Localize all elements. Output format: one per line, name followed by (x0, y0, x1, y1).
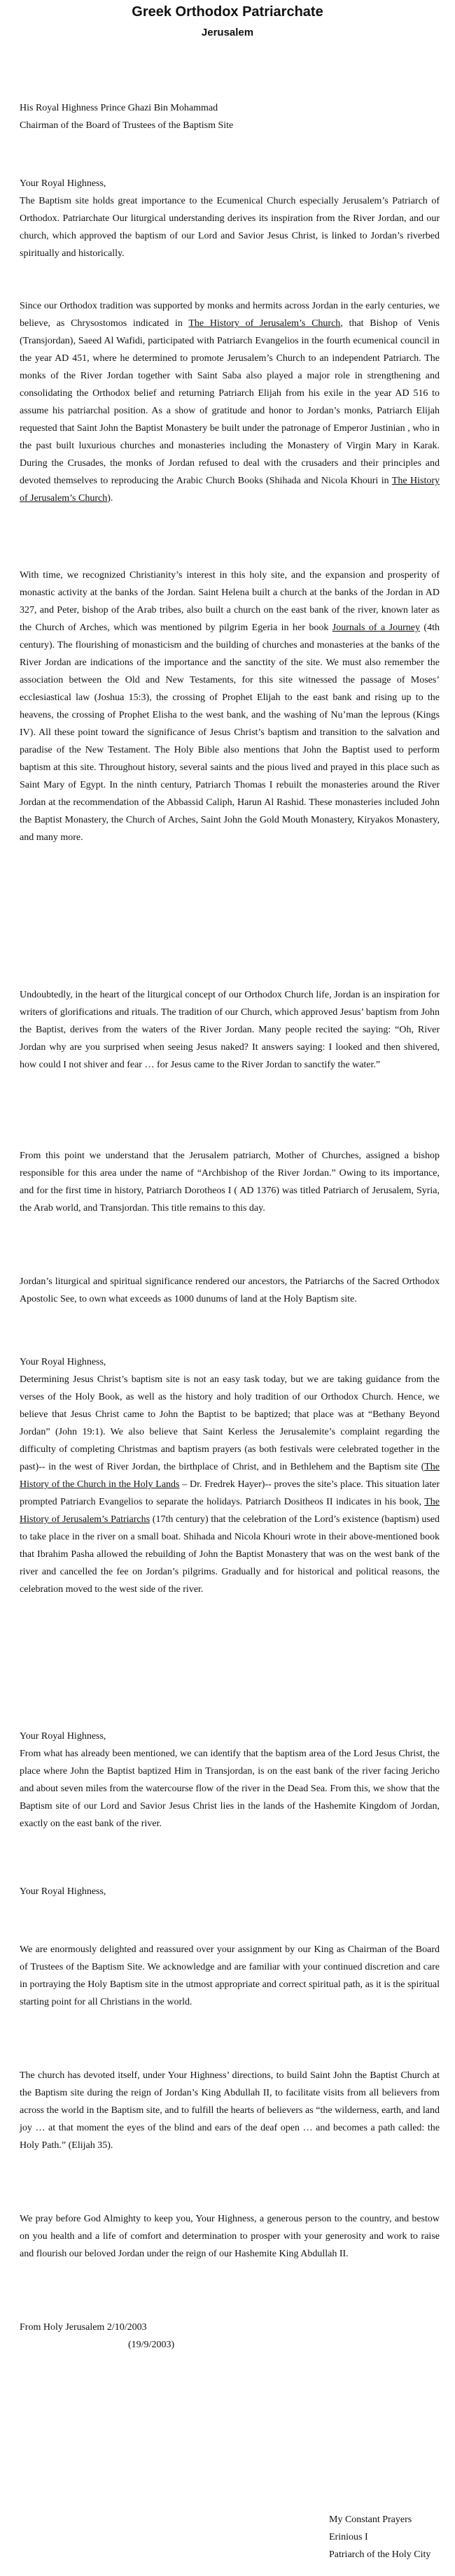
paragraph-3 (20, 567, 440, 846)
paragraph-8: From what has already been mentioned, we can identify that the baptism area of the Lord Jesus Christ, the place where John the Baptist baptized Him in Transjordan, is on the east bank of the river facing Jericho and about seven miles from the watercourse flow of the river in the Dead Sea. From this, we show that the Baptism site of our Lord and Savior Jesus Christ lies in the lands of the Hashemite Kingdom of Jordan, exactly on the east bank of the river. (20, 1749, 440, 1829)
addressee (20, 99, 440, 134)
paragraph-10: The church has devoted itself, under Your Highness’ directions, to build Saint John the Baptist Church at the Baptism site during the reign of Jordan’s King Abdullah II, to facilitate visits from all believers from across the world in the Baptism site, and to fulfill the hearts of believers as “the wilderness, earth, and land joy … at that moment the eyes of the blind and ears of the deaf open … and becomes a path called: the Holy Path.” (Elijah 35). (20, 2070, 440, 2151)
book-reference: Journals of a Journey (332, 622, 420, 633)
paragraph-3-text: (4th century). The flourishing of monasticism and the building of churches and monasteries at the banks of the River Jordan are indications of the importance and the sanctity of the site. We must also remember the association between the Old and New Testaments, for this site witnessed the passage of Moses’ ecclesiastical law (Joshua 15:3), the crossing of Prophet Elijah to the east bank and rising up to the heavens, the crossing of Prophet Elisha to the west bank, and the washing of Nu’man the leprous (Kings IV). All these point toward the significance of Jesus Christ’s baptism and transition to the salvation and paradise of the New Testament. The Holy Bible also mentions that John the Baptist used to perform baptism at this site. Throughout history, several saints and the pious lived and prayed in this place such as Saint Mary of Egypt. In the ninth century, Patriarch Thomas I rebuilt the monasteries around the River Jordan at the recommendation of the Abbassid Caliph, Harun Al Rashid. These monasteries included John the Baptist Monastery, the Church of Arches, Saint John the Gold Mouth Monastery, Kiryakos Monastery, and many more. (20, 622, 440, 843)
paragraph-2 (20, 297, 440, 507)
book-reference: The History of Jerusalem’s Church (188, 318, 341, 329)
paragraph-7 (20, 1371, 440, 1598)
letterhead-title: Greek Orthodox Patriarchate (132, 4, 323, 20)
paragraph-1: The Baptism site holds great importance to the Ecumenical Church especially Jerusalem’s Patriarch of Orthodox. Patriarchate Our liturgical understanding derives its inspiration from the River Jordan, and our church, which approved the baptism of our Lord and Savior Jesus Christ, is linked to Jordan’s riverbed spiritually and historically. (20, 196, 440, 259)
dateline (20, 2319, 440, 2354)
book-reference: The History of Jerusalem’s Church (20, 476, 440, 504)
paragraph-2-text: , that Bishop of Venis (Transjordan), Saeed Al Wafidi, participated with Patriarch Evangelios in the fourth ecumenical council in the year AD 451, where he determined to promote Jerusalem’s Church to an independent Patriarch. The monks of the River Jordan together with Saint Saba also played a major role in strengthening and consolidating the Orthodox belief and returning Patriarch Elijah from his exile in the year AD 516 to assume his patriarchal position. As a show of gratitude and honor to Jordan’s monks, Patriarch Elijah requested that Saint John the Baptist Monastery be built under the patronage of Emperor Justinian , who in the past built luxurious churches and monasteries including the Monastery of Virgin Mary in Karak. During the Crusades, the monks of Jordan refused to deal with the crusaders and their principles and devoted themselves to reproducing the Arabic Church Books (Shihada and Nicola Khouri in (20, 318, 440, 486)
book-reference: The History of the Church in the Holy Lands (20, 1462, 440, 1490)
paragraph-2-text: ). (107, 493, 113, 504)
paragraph-9: We are enormously delighted and reassured over your assignment by our King as Chairman of the Board of Trustees of the Baptism Site. We acknowledge and are familiar with your continued discretion and care in portraying the Holy Baptism site in the utmost appropriate and correct spiritual path, as it is the spiritual starting point for all Christians in the world. (20, 1944, 440, 2007)
addressee-title: Chairman of the Board of Trustees of the Baptism Site (20, 120, 234, 131)
signature-closing: My Constant Prayers (329, 2514, 412, 2525)
signature-title: Patriarch of the Holy City (329, 2549, 431, 2560)
book-reference: The History of Jerusalem’s Patriarchs (20, 1497, 440, 1525)
salutation: Your Royal Highness, (20, 178, 106, 189)
paragraph-2-text: Since our Orthodox tradition was supported by monks and hermits across Jordan in the early centuries, we believe, as Chrysostomos indicated in (20, 301, 440, 329)
paragraph-3-text: With time, we recognized Christianity’s interest in this holy site, and the expansion and prosperity of monastic activity at the banks of the Jordan. Saint Helena built a church at the banks of the Jordan in AD 327, and Peter, bishop of the Arab tribes, also built a church on the east bank of the river, known later as the Church of Arches, which was mentioned by pilgrim Egeria in her book (20, 570, 440, 633)
paragraph-7-text: Determining Jesus Christ’s baptism site is not an easy task today, but we are taking guidance from the verses of the Holy Book, as well as the history and holy tradition of our Orthodox Church. Hence, we believe that Jesus Christ came to John the Baptist to be baptized; that place was at “Bethany Beyond Jordan” (John 19:1). We also believe that Saint Kerless the Jerusalemite’s complaint regarding the difficulty of completing Christmas and baptism prayers (as both festivals were celebrated together in the past)-- in the west of River Jordan, the birthplace of Christ, and in Bethlehem and the Baptism site ( (20, 1374, 440, 1472)
salutation: Your Royal Highness, (20, 1357, 106, 1367)
paragraph-5: From this point we understand that the Jerusalem patriarch, Mother of Churches, assigned a bishop responsible for this area under the name of “Archbishop of the River Jordan.” Owing to its importance, and for the first time in history, Patriarch Dorotheos I ( AD 1376) was titled Patriarch of Jerusalem, Syria, the Arab world, and Transjordan. This title remains to this day. (20, 1151, 440, 1214)
paragraph-7-text: (17th century) that the celebration of the Lord’s existence (baptism) used to take place in the river on a small boat. Shihada and Nicola Khouri wrote in their above-mentioned book that Ibrahim Pasha allowed the rebuilding of John the Baptist Monastery that was on the west bank of the river and cancelled the fee on Jordan’s pilgrims. Gradually and for historical and political reasons, the celebration moved to the west side of the river. (20, 1514, 440, 1595)
letterhead-subtitle: Jerusalem (201, 27, 254, 38)
signature-block (329, 2511, 448, 2563)
signature-name: Erinious I (329, 2532, 368, 2542)
salutation: Your Royal Highness, (20, 1731, 106, 1742)
paragraph-7-text: – Dr. Fredrek Hayer)-- proves the site’s place. This situation later prompted Patriarch Evangelios to separate the holidays. Patriarch Dositheos II indicates in his book, (20, 1479, 440, 1507)
paragraph-4: Undoubtedly, in the heart of the liturgical concept of our Orthodox Church life, Jordan is an inspiration for writers of glorifications and rituals. The tradition of our Church, which approved Jesus’ baptism from John the Baptist, derives from the waters of the River Jordan. Many people recited the saying: “Oh, River Jordan why are you surprised when seeing Jesus naked? It answers saying: I looked and then shivered, how could I not shiver and fear … for Jesus came to the River Jordan to sanctify the water.” (20, 990, 440, 1070)
addressee-name: His Royal Highness Prince Ghazi Bin Mohammad (20, 103, 218, 113)
salutation: Your Royal Highness, (20, 1886, 106, 1897)
dateline-place: From Holy Jerusalem 2/10/2003 (20, 2322, 147, 2333)
dateline-date: (19/9/2003) (128, 2340, 175, 2350)
paragraph-11: We pray before God Almighty to keep you, Your Highness, a generous person to the country, and bestow on you health and a life of comfort and determination to prosper with your generosity and work to raise and flourish our beloved Jordan under the reign of our Hashemite King Abdullah II. (20, 2214, 440, 2259)
paragraph-6: Jordan’s liturgical and spiritual significance rendered our ancestors, the Patriarchs of the Sacred Orthodox Apostolic See, to own what exceeds as 1000 dunums of land at the Holy Baptism site. (20, 1276, 440, 1304)
